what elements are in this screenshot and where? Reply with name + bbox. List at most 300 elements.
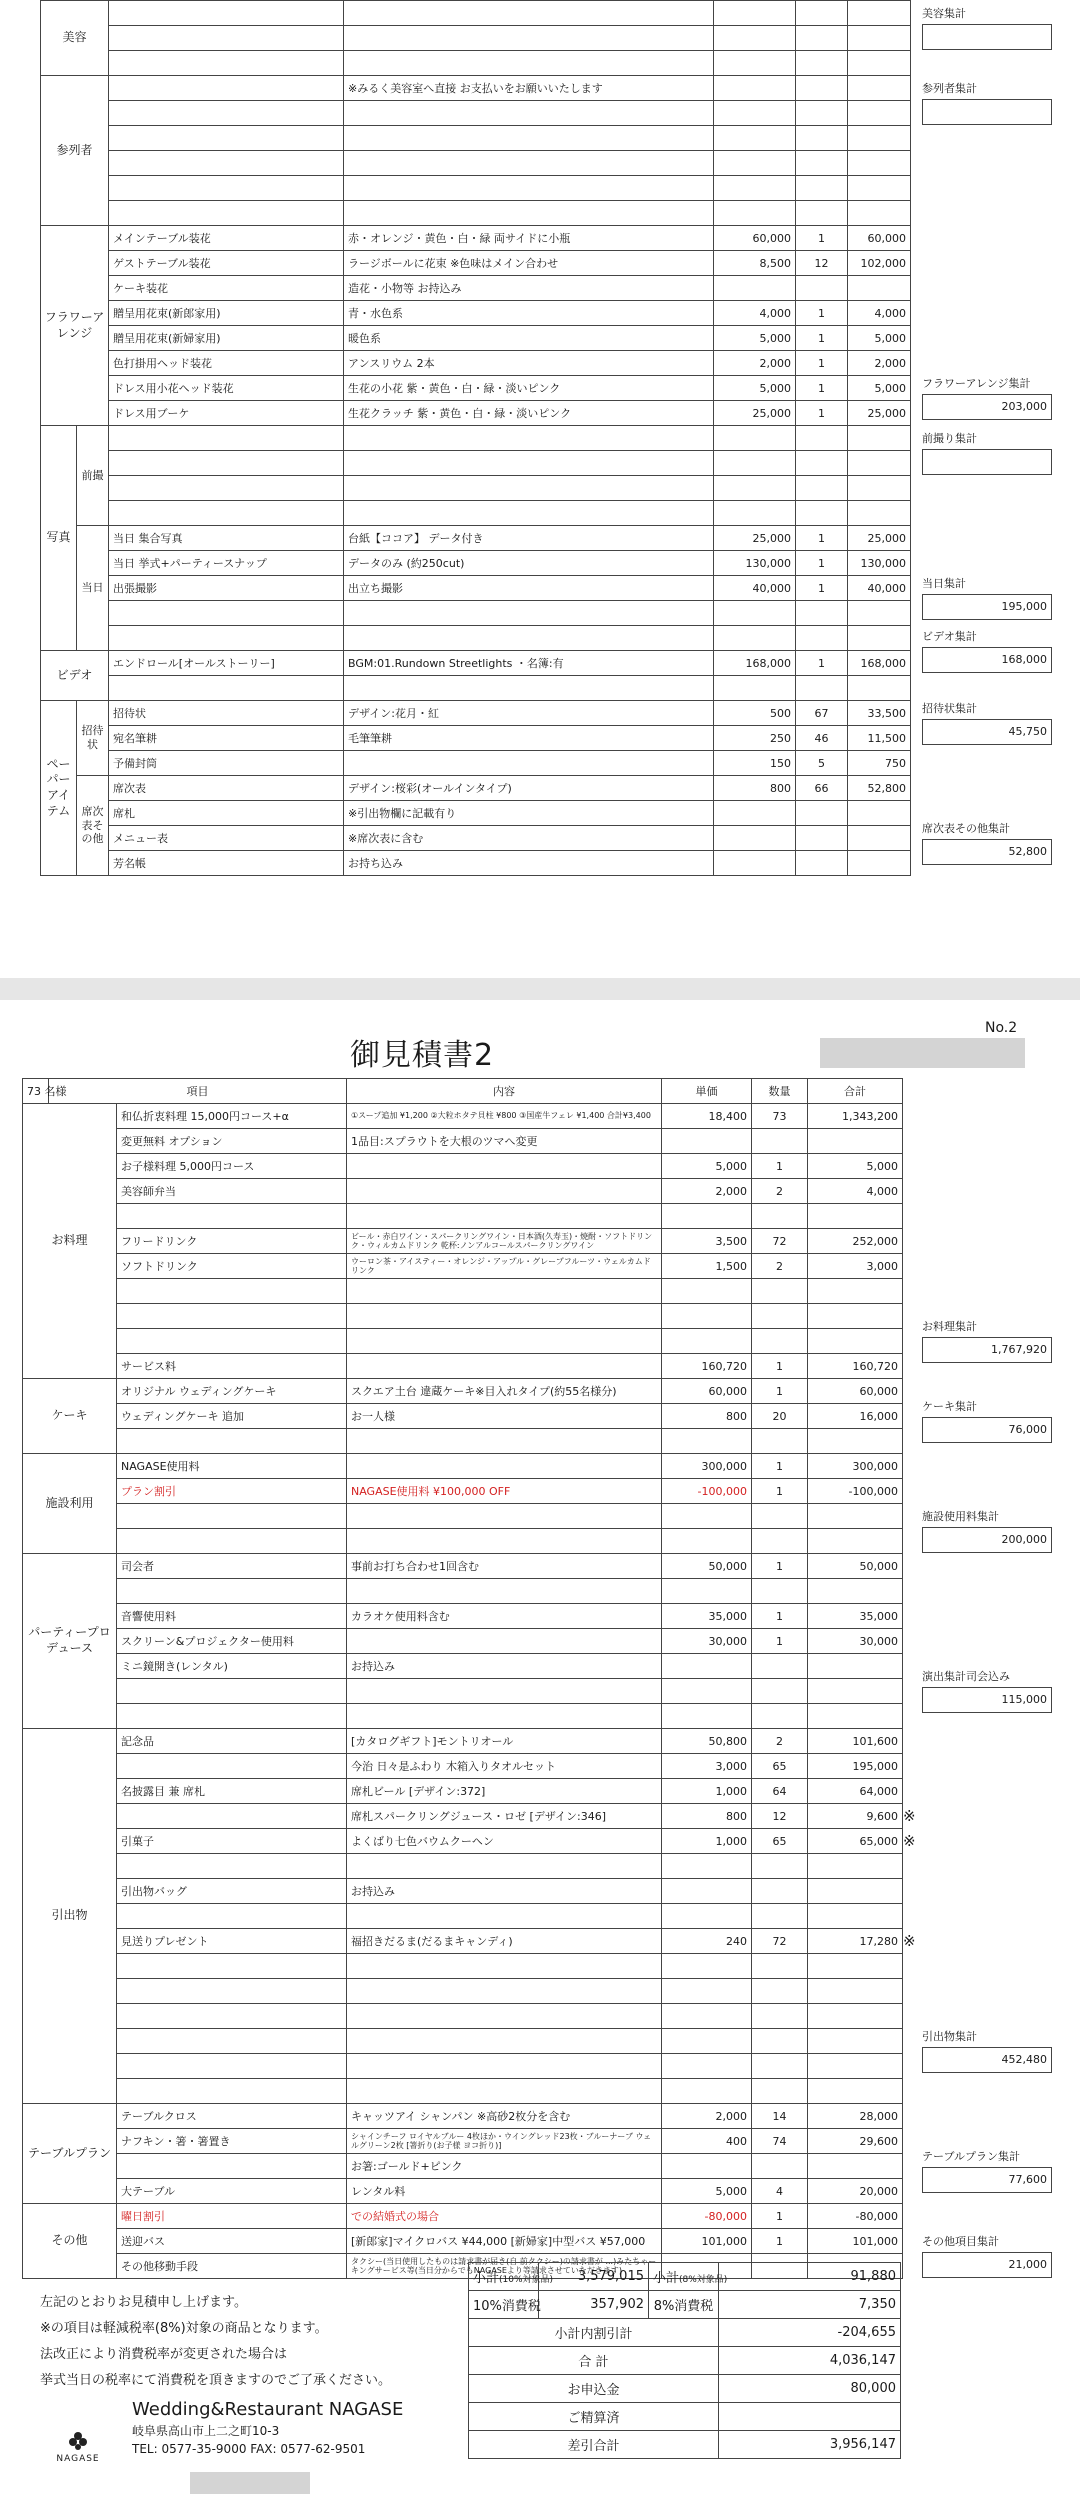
total-cell: 1,343,200 [808, 1104, 903, 1129]
total-cell [808, 1879, 903, 1904]
content-cell: ラージボールに花束 ※色味はメイン合わせ [344, 251, 714, 276]
category-cell: パーティープロデュース [23, 1554, 117, 1729]
summary-label: テーブルプラン集計 [922, 2150, 1021, 2163]
unit-price-cell [662, 1329, 752, 1354]
item-cell: 贈呈用花束(新郎家用) [109, 301, 344, 326]
total-cell [848, 501, 911, 526]
summary-value [922, 449, 1052, 475]
item-cell: ウェディングケーキ 追加 [117, 1404, 347, 1429]
table-row [41, 626, 911, 651]
item-cell [109, 476, 344, 501]
content-cell [347, 1429, 662, 1454]
content-cell [344, 151, 714, 176]
unit-price-cell: 101,000 [662, 2229, 752, 2254]
content-cell [344, 676, 714, 701]
content-cell: データのみ (約250cut) [344, 551, 714, 576]
unit-price-cell: 2,000 [662, 1179, 752, 1204]
table-row [23, 1954, 903, 1979]
unit-price-cell: 60,000 [714, 226, 796, 251]
table-row [23, 1854, 903, 1879]
unit-price-cell: 2,000 [662, 2104, 752, 2129]
quantity-cell [796, 201, 848, 226]
company-logo [38, 2430, 118, 2464]
table-row [23, 2229, 903, 2254]
total-cell: 130,000 [848, 551, 911, 576]
content-cell [344, 176, 714, 201]
total-cell: 65,000 [808, 1829, 903, 1854]
deposit-label: お申込金 [469, 2375, 719, 2403]
unit-price-cell: 2,000 [714, 351, 796, 376]
content-cell: 青・水色系 [344, 301, 714, 326]
total-cell [848, 51, 911, 76]
unit-price-cell [662, 1129, 752, 1154]
summary-box [922, 1318, 1052, 1363]
total-cell [808, 2004, 903, 2029]
quantity-cell [796, 26, 848, 51]
table-row [41, 151, 911, 176]
item-cell: 贈呈用花束(新婦家用) [109, 326, 344, 351]
unit-price-cell: 3,500 [662, 1229, 752, 1254]
logo-text: NAGASE [56, 2454, 100, 2464]
estimate-table-page1 [40, 0, 911, 876]
unit-price-cell [662, 2079, 752, 2104]
note-line: ※の項目は軽減税率(8%)対象の商品となります。 [40, 2321, 328, 2336]
unit-price-cell [714, 101, 796, 126]
item-cell [117, 1429, 347, 1454]
content-cell [347, 1504, 662, 1529]
total-cell: 16,000 [808, 1404, 903, 1429]
header-total: 合計 [808, 1079, 903, 1104]
content-cell: 出立ち撮影 [344, 576, 714, 601]
content-cell: ビール・赤白ワイン・スパークリングワイン・日本酒(久寿玉)・焼酎・ソフトドリンク・ウィルカムドリンク 乾杯:ノンアルコールスパークリングワイン [347, 1229, 662, 1254]
content-cell: での結婚式の場合 [347, 2204, 662, 2229]
total-cell [848, 26, 911, 51]
unit-price-cell [662, 1304, 752, 1329]
quantity-cell [796, 676, 848, 701]
quantity-cell [796, 51, 848, 76]
content-cell [344, 426, 714, 451]
grand-total-label: 合 計 [469, 2347, 719, 2375]
total-cell: 29,600 [808, 2129, 903, 2154]
content-cell: 生花クラッチ 紫・黄色・白・緑・淡いピンク [344, 401, 714, 426]
item-cell: 当日 挙式+パーティースナップ [109, 551, 344, 576]
table-row [41, 676, 911, 701]
content-cell [347, 1329, 662, 1354]
unit-price-cell [662, 1679, 752, 1704]
redacted-block [820, 1038, 1025, 1068]
total-cell [808, 1129, 903, 1154]
total-cell [848, 126, 911, 151]
item-cell: 色打掛用ヘッド装花 [109, 351, 344, 376]
table-row [41, 551, 911, 576]
content-cell [347, 1529, 662, 1554]
item-cell [109, 451, 344, 476]
unit-price-cell [714, 801, 796, 826]
unit-price-cell [662, 1854, 752, 1879]
quantity-cell [796, 76, 848, 101]
total-cell: 28,000 [808, 2104, 903, 2129]
unit-price-cell: 8,500 [714, 251, 796, 276]
table-row [41, 776, 911, 801]
item-cell: お子様料理 5,000円コース [117, 1154, 347, 1179]
item-cell [117, 1679, 347, 1704]
subcategory-cell: 席次表その他 [77, 776, 109, 876]
quantity-cell [752, 1429, 808, 1454]
summary-box [922, 5, 1052, 50]
item-cell [117, 2004, 347, 2029]
summary-box [922, 430, 1052, 475]
unit-price-cell: 160,720 [662, 1354, 752, 1379]
quantity-cell: 2 [752, 1179, 808, 1204]
table-row [23, 1504, 903, 1529]
unit-price-cell: 400 [662, 2129, 752, 2154]
content-cell [347, 2079, 662, 2104]
item-cell: スクリーン&プロジェクター使用料 [117, 1629, 347, 1654]
content-cell: お持込み [347, 1654, 662, 1679]
table-row [41, 76, 911, 101]
unit-price-cell [662, 1704, 752, 1729]
item-cell [117, 1579, 347, 1604]
category-cell: 引出物 [23, 1729, 117, 2104]
summary-label: 前撮り集計 [922, 432, 977, 445]
table-row [23, 1279, 903, 1304]
summary-label: フラワーアレンジ集計 [922, 377, 1031, 390]
item-cell: ミニ鏡開き(レンタル) [117, 1654, 347, 1679]
content-cell [344, 476, 714, 501]
item-cell: 芳名帳 [109, 851, 344, 876]
quantity-cell: 72 [752, 1229, 808, 1254]
item-cell: 引出物バッグ [117, 1879, 347, 1904]
unit-price-cell [662, 2154, 752, 2179]
quantity-cell: 5 [796, 751, 848, 776]
item-cell [109, 601, 344, 626]
item-cell [117, 2154, 347, 2179]
page-separator [0, 978, 1080, 1002]
summary-label: 美容集計 [922, 7, 966, 20]
table-row [23, 1404, 903, 1429]
quantity-cell: 72 [752, 1929, 808, 1954]
summary-box [922, 1398, 1052, 1443]
quantity-cell: 12 [752, 1804, 808, 1829]
content-cell [347, 1679, 662, 1704]
quantity-cell [796, 1, 848, 26]
content-cell [344, 201, 714, 226]
total-cell: 5,000 [848, 326, 911, 351]
quantity-cell: 1 [796, 326, 848, 351]
item-cell: エンドロール[オールストーリー] [109, 651, 344, 676]
total-cell [808, 1429, 903, 1454]
estimate-table-page2 [22, 1078, 903, 2279]
reduced-tax-mark: ※ [903, 1932, 916, 1950]
content-cell [347, 1904, 662, 1929]
table-row [23, 1529, 903, 1554]
unit-price-cell: 800 [714, 776, 796, 801]
quantity-cell [752, 1704, 808, 1729]
item-cell: テーブルクロス [117, 2104, 347, 2129]
flower-mark-icon [67, 2430, 89, 2452]
totals-table [468, 2262, 901, 2459]
quantity-cell [752, 1679, 808, 1704]
total-cell [848, 76, 911, 101]
table-row [23, 2204, 903, 2229]
unit-price-cell: 1,000 [662, 1829, 752, 1854]
item-cell [117, 1904, 347, 1929]
quantity-cell: 1 [752, 1604, 808, 1629]
total-cell [848, 151, 911, 176]
quantity-cell [796, 851, 848, 876]
totals-row [469, 2291, 901, 2319]
table-row [23, 1754, 903, 1779]
content-cell: 席札ビール [デザイン:372] [347, 1779, 662, 1804]
subtotal-sub: (10%対象品) [499, 2275, 554, 2285]
quantity-cell [796, 151, 848, 176]
quantity-cell: 20 [752, 1404, 808, 1429]
unit-price-cell [662, 1954, 752, 1979]
content-cell: [新郎家]マイクロバス ¥44,000 [新婦家]中型バス ¥57,000 [347, 2229, 662, 2254]
quantity-cell: 46 [796, 726, 848, 751]
summary-value: 168,000 [922, 647, 1052, 673]
content-cell: お一人様 [347, 1404, 662, 1429]
category-cell: テーブルプラン [23, 2104, 117, 2204]
unit-price-cell: 5,000 [714, 326, 796, 351]
unit-price-cell [714, 426, 796, 451]
table-row [41, 326, 911, 351]
total-cell [808, 1504, 903, 1529]
total-cell [808, 1304, 903, 1329]
quantity-cell [796, 601, 848, 626]
unit-price-cell [714, 476, 796, 501]
note-line: 法改正により消費税率が変更された場合は [40, 2347, 288, 2362]
header-item: 項目 [49, 1079, 347, 1104]
quantity-cell: 1 [752, 2229, 808, 2254]
table-row [23, 1379, 903, 1404]
content-cell: カラオケ使用料含む [347, 1604, 662, 1629]
estimate-page-1 [0, 0, 1080, 980]
total-cell [848, 1, 911, 26]
total-cell [808, 1329, 903, 1354]
total-cell: 195,000 [808, 1754, 903, 1779]
summary-box [922, 1508, 1052, 1553]
total-cell: 101,000 [808, 2229, 903, 2254]
subtotal-sub: (8%対象品) [679, 2275, 728, 2285]
unit-price-cell [714, 676, 796, 701]
total-cell [808, 2079, 903, 2104]
content-cell: ※席次表に含む [344, 826, 714, 851]
summary-label: 当日集計 [922, 577, 966, 590]
content-cell [344, 101, 714, 126]
content-cell: 赤・オレンジ・黄色・白・緑 両サイドに小瓶 [344, 226, 714, 251]
unit-price-cell: 1,000 [662, 1779, 752, 1804]
settled-value [719, 2403, 901, 2431]
item-cell: ドレス用ブーケ [109, 401, 344, 426]
content-cell [347, 1154, 662, 1179]
table-row [41, 176, 911, 201]
quantity-cell: 1 [796, 226, 848, 251]
unit-price-cell: 5,000 [714, 376, 796, 401]
category-cell: 写真 [41, 426, 77, 651]
reduced-tax-mark: ※ [903, 1807, 916, 1825]
content-cell: ※みるく美容室へ直接 お支払いをお願いいたします [344, 76, 714, 101]
quantity-cell: 14 [752, 2104, 808, 2129]
table-row [23, 1829, 903, 1854]
unit-price-cell [714, 501, 796, 526]
estimate-page-2 [0, 1000, 1080, 2520]
category-cell: 美容 [41, 1, 109, 76]
content-cell [347, 1979, 662, 2004]
content-cell: 生花の小花 紫・黄色・白・緑・淡いピンク [344, 376, 714, 401]
content-cell [344, 451, 714, 476]
item-cell: ドレス用小花ヘッド装花 [109, 376, 344, 401]
item-cell: 当日 集合写真 [109, 526, 344, 551]
header-row [23, 1079, 903, 1104]
total-cell: 33,500 [848, 701, 911, 726]
item-cell: ナフキン・箸・箸置き [117, 2129, 347, 2154]
quantity-cell: 1 [752, 1479, 808, 1504]
table-row [23, 1254, 903, 1279]
item-cell: 音響使用料 [117, 1604, 347, 1629]
summary-value [922, 99, 1052, 125]
category-cell: ビデオ [41, 651, 109, 701]
total-cell [848, 476, 911, 501]
total-cell [808, 1204, 903, 1229]
total-cell [808, 2054, 903, 2079]
table-row [23, 1654, 903, 1679]
content-cell [347, 1854, 662, 1879]
quantity-cell [752, 2029, 808, 2054]
quantity-cell: 1 [796, 551, 848, 576]
quantity-cell: 67 [796, 701, 848, 726]
unit-price-cell: -100,000 [662, 1479, 752, 1504]
total-cell: 25,000 [848, 401, 911, 426]
total-cell: 4,000 [808, 1179, 903, 1204]
total-cell: 252,000 [808, 1229, 903, 1254]
total-cell: 102,000 [848, 251, 911, 276]
table-row [41, 701, 911, 726]
quantity-cell [752, 1654, 808, 1679]
total-cell: 4,000 [848, 301, 911, 326]
unit-price-cell [714, 76, 796, 101]
summary-value: 21,000 [922, 2252, 1052, 2278]
total-cell [848, 801, 911, 826]
item-cell: メインテーブル装花 [109, 226, 344, 251]
item-cell [109, 626, 344, 651]
item-cell: 席次表 [109, 776, 344, 801]
table-row [23, 1604, 903, 1629]
summary-box [922, 80, 1052, 125]
total-cell: -100,000 [808, 1479, 903, 1504]
category-cell: 参列者 [41, 76, 109, 226]
total-cell [808, 1654, 903, 1679]
quantity-cell [752, 1504, 808, 1529]
summary-box [922, 2233, 1052, 2278]
quantity-cell: 1 [796, 651, 848, 676]
unit-price-cell: 800 [662, 1404, 752, 1429]
content-cell [347, 2004, 662, 2029]
summary-label: その他項目集計 [922, 2235, 999, 2248]
unit-price-cell: 5,000 [662, 2179, 752, 2204]
content-cell [344, 26, 714, 51]
subcategory-cell: 前撮 [77, 426, 109, 526]
quantity-cell [796, 826, 848, 851]
content-cell: よくばり七色バウムクーヘン [347, 1829, 662, 1854]
total-cell [848, 276, 911, 301]
item-cell [117, 2054, 347, 2079]
content-cell: NAGASE使用料 ¥100,000 OFF [347, 1479, 662, 1504]
content-cell [347, 2054, 662, 2079]
summary-value: 76,000 [922, 1417, 1052, 1443]
table-row [23, 1229, 903, 1254]
category-cell: その他 [23, 2204, 117, 2279]
item-cell [109, 426, 344, 451]
summary-label: ビデオ集計 [922, 630, 977, 643]
content-cell: アンスリウム 2本 [344, 351, 714, 376]
item-cell [117, 1979, 347, 2004]
unit-price-cell: 50,800 [662, 1729, 752, 1754]
total-cell: 101,600 [808, 1729, 903, 1754]
item-cell [117, 1704, 347, 1729]
content-cell: ①スープ追加 ¥1,200 ②大粒ホタテ貝柱 ¥800 ③国産牛フェレ ¥1,400 合計¥3,400 [347, 1104, 662, 1129]
totals-row [469, 2375, 901, 2403]
subtotal-10-label [469, 2263, 554, 2291]
item-cell [109, 26, 344, 51]
item-cell: ゲストテーブル装花 [109, 251, 344, 276]
quantity-cell: 1 [752, 1554, 808, 1579]
redacted-block [190, 2472, 310, 2494]
unit-price-cell [714, 826, 796, 851]
quantity-cell: 1 [752, 1354, 808, 1379]
table-row [41, 526, 911, 551]
summary-box [922, 700, 1052, 745]
totals-row [469, 2403, 901, 2431]
total-cell [808, 2029, 903, 2054]
quantity-cell: 64 [752, 1779, 808, 1804]
item-cell [109, 176, 344, 201]
table-row [23, 1804, 903, 1829]
summary-label: 招待状集計 [922, 702, 977, 715]
content-cell: 台紙【ココア】 データ付き [344, 526, 714, 551]
item-cell [117, 1804, 347, 1829]
unit-price-cell: 60,000 [662, 1379, 752, 1404]
content-cell: 事前お打ち合わせ1回含む [347, 1554, 662, 1579]
item-cell [109, 76, 344, 101]
company-phone: TEL: 0577-35-9000 FAX: 0577-62-9501 [132, 2442, 366, 2456]
item-cell [109, 201, 344, 226]
summary-box [922, 2028, 1052, 2073]
item-cell [117, 1529, 347, 1554]
content-cell [347, 1204, 662, 1229]
table-row [41, 601, 911, 626]
unit-price-cell [662, 1279, 752, 1304]
total-cell [808, 1979, 903, 2004]
company-address: 岐阜県高山市上二之町10-3 [132, 2424, 280, 2438]
item-cell: 曜日割引 [117, 2204, 347, 2229]
total-cell: 168,000 [848, 651, 911, 676]
note-line: 左記のとおりお見積申し上げます。 [40, 2295, 247, 2310]
table-row [23, 1304, 903, 1329]
item-cell [117, 1954, 347, 1979]
content-cell [344, 126, 714, 151]
total-cell: 300,000 [808, 1454, 903, 1479]
total-cell [848, 176, 911, 201]
unit-price-cell [662, 1204, 752, 1229]
summary-label: 参列者集計 [922, 82, 977, 95]
summary-box [922, 575, 1052, 620]
table-row [23, 1679, 903, 1704]
total-cell [848, 676, 911, 701]
quantity-cell [796, 476, 848, 501]
total-cell: 11,500 [848, 726, 911, 751]
content-cell [344, 626, 714, 651]
